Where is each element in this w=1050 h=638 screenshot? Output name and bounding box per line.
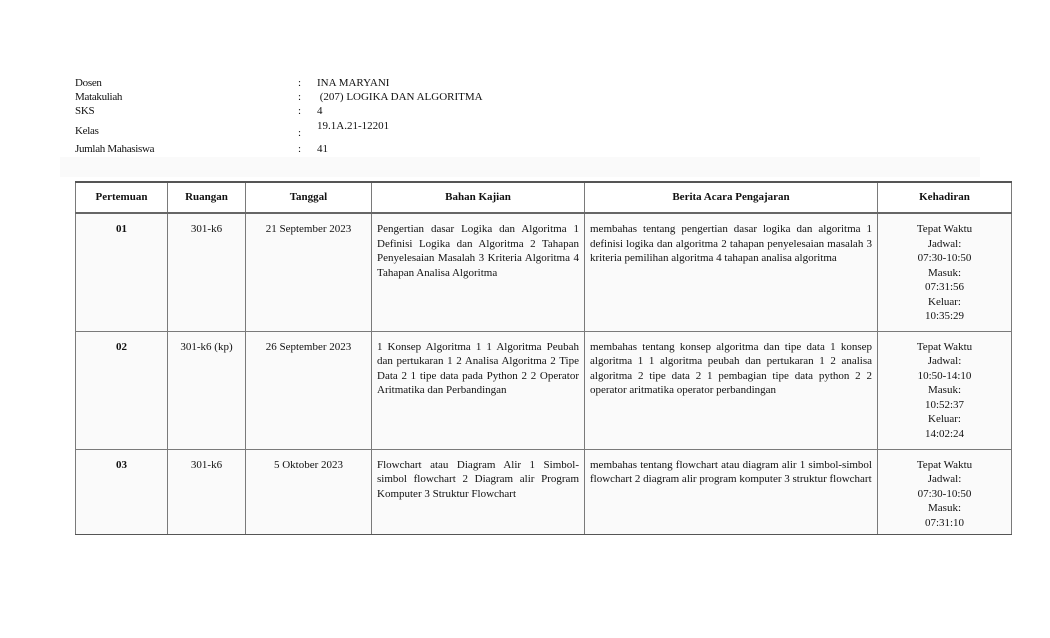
info-label: Jumlah Mahasiswa bbox=[75, 143, 155, 155]
kehadiran-line: 07:31:56 bbox=[924, 281, 965, 293]
cell-kehadiran bbox=[878, 449, 1012, 535]
kehadiran-line: Jadwal: bbox=[927, 473, 962, 485]
kehadiran-line: Masuk: bbox=[928, 266, 961, 279]
info-colon: : bbox=[298, 105, 302, 117]
info-value: 4 bbox=[317, 105, 323, 117]
kehadiran-line: 14:02:24 bbox=[924, 427, 965, 440]
info-value: 19.1A.21-12201 bbox=[317, 120, 390, 132]
cell-tanggal: 26 September 2023 bbox=[246, 331, 372, 449]
kehadiran-line: Keluar: bbox=[928, 295, 961, 308]
column-header-kehadiran: Kehadiran bbox=[878, 182, 1012, 213]
cell-ruangan: 301-k6 bbox=[168, 213, 246, 331]
cell-ruangan: 301-k6 bbox=[168, 449, 246, 535]
header-band bbox=[60, 157, 980, 177]
kehadiran-line: 10:52:37 bbox=[924, 398, 965, 411]
cell-tanggal: 21 September 2023 bbox=[246, 213, 372, 331]
cell-kehadiran bbox=[878, 331, 1012, 449]
kehadiran-line: Masuk: bbox=[928, 502, 961, 514]
kehadiran-status: Tepat Waktu bbox=[916, 458, 973, 471]
kehadiran-line: Keluar: bbox=[928, 413, 961, 425]
kehadiran-line: Jadwal: bbox=[927, 355, 962, 367]
kehadiran-status: Tepat Waktu bbox=[916, 340, 973, 353]
kehadiran-line: Jadwal: bbox=[927, 237, 962, 250]
info-label: Kelas bbox=[75, 125, 99, 137]
cell-tanggal: 5 Oktober 2023 bbox=[246, 449, 372, 535]
kehadiran-status: Tepat Waktu bbox=[916, 223, 973, 235]
cell-berita-acara: membahas tentang flowchart atau diagram alir 1 simbol-simbol flowchart 2 diagram alir program komputer 3 struktur flowchart bbox=[585, 449, 878, 535]
info-label: SKS bbox=[75, 105, 95, 117]
column-header-pertemuan: Pertemuan bbox=[76, 182, 168, 213]
cell-pertemuan: 03 bbox=[76, 449, 168, 535]
info-value: (207) LOGIKA DAN ALGORITMA bbox=[317, 91, 483, 103]
cell-berita-acara: membahas tentang konsep algoritma dan tipe data 1 konsep algoritma 1 1 algoritma peubah dan pertukaran 1 2 analisa algoritma 2 tipe data 2 1 pembagian tipe data python 2 2 operator aritmatika operator perbandingan bbox=[585, 331, 878, 449]
column-header-berita-acara: Berita Acara Pengajaran bbox=[585, 182, 878, 213]
cell-bahan-kajian: Pengertian dasar Logika dan Algoritma 1 Definisi Logika dan Algoritma 2 Tahapan Penyelesaian Masalah 3 Kriteria Algoritma 4 Tahapan Analisa Algoritma bbox=[372, 213, 585, 331]
table-row bbox=[76, 331, 1012, 449]
kehadiran-line: 10:35:29 bbox=[924, 310, 965, 322]
cell-ruangan: 301-k6 (kp) bbox=[168, 331, 246, 449]
column-header-tanggal: Tanggal bbox=[246, 182, 372, 213]
table-header-row bbox=[76, 182, 1012, 213]
attendance-table bbox=[75, 181, 1012, 535]
info-value: 41 bbox=[317, 143, 328, 155]
kehadiran-line: Masuk: bbox=[928, 384, 961, 396]
info-colon: : bbox=[298, 91, 302, 103]
cell-pertemuan: 01 bbox=[76, 213, 168, 331]
info-label: Dosen bbox=[75, 77, 102, 89]
cell-pertemuan: 02 bbox=[76, 331, 168, 449]
cell-berita-acara: membahas tentang pengertian dasar logika dan algoritma 1 definisi logika dan algoritma 2 tahapan penyelesaian masalah 3 kriteria pemilihan algoritma 4 tahapan analisa algoritma bbox=[585, 213, 878, 331]
kehadiran-line: 07:30-10:50 bbox=[917, 487, 972, 500]
cell-bahan-kajian: Flowchart atau Diagram Alir 1 Simbol-simbol flowchart 2 Diagram alir Program Komputer 3 Struktur Flowchart bbox=[372, 449, 585, 535]
kehadiran-line: 10:50-14:10 bbox=[917, 369, 972, 382]
column-header-ruangan: Ruangan bbox=[168, 182, 246, 213]
info-label: Matakuliah bbox=[75, 91, 123, 103]
table-row bbox=[76, 213, 1012, 331]
kehadiran-line: 07:31:10 bbox=[924, 516, 965, 529]
cell-kehadiran bbox=[878, 213, 1012, 331]
info-colon: : bbox=[298, 77, 302, 89]
info-value: INA MARYANI bbox=[317, 77, 390, 89]
column-header-bahan-kajian: Bahan Kajian bbox=[372, 182, 585, 213]
table-row bbox=[76, 449, 1012, 535]
cell-bahan-kajian: 1 Konsep Algoritma 1 1 Algoritma Peubah dan pertukaran 1 2 Analisa Algoritma 2 Tipe Data 2 1 tipe data pada Python 2 2 Operator Aritmatika dan Perbandingan bbox=[372, 331, 585, 449]
kehadiran-line: 07:30-10:50 bbox=[917, 252, 972, 264]
info-colon: : bbox=[298, 143, 302, 155]
info-colon: : bbox=[298, 127, 302, 139]
